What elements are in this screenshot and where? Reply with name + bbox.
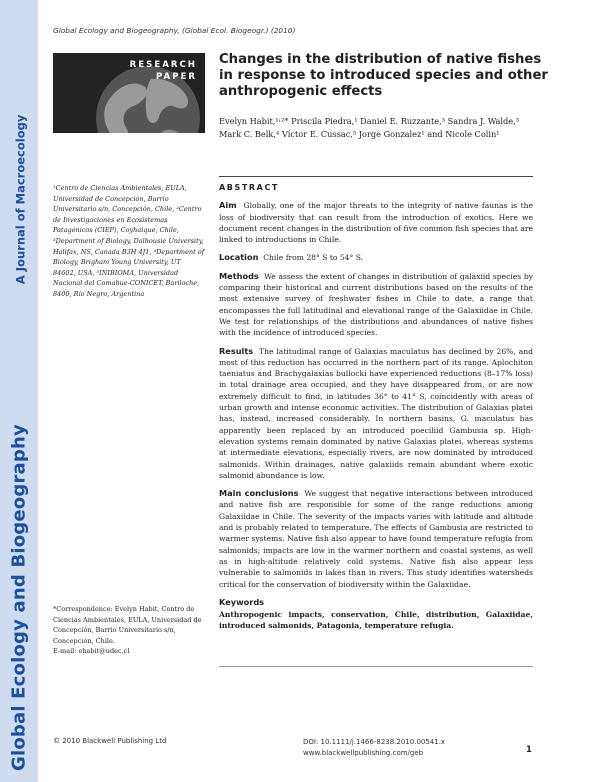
abstract-results	[219, 346, 533, 482]
abstract	[219, 182, 533, 632]
section-label-conclusions: Main conclusions	[219, 488, 299, 499]
journal-url[interactable]: www.blackwellpublishing.com/geb	[303, 748, 424, 757]
section-label-aim: Aim	[219, 200, 237, 211]
spine-text	[9, 11, 30, 771]
section-text-aim: Globally, one of the major threats to the integrity of native faunas is the loss of biodiversity that can result from the introduction of exotics. Here we document recent changes in the distribution of five common fish species that are linked to introductions in Chile.	[219, 201, 534, 245]
article-type-banner	[53, 53, 205, 133]
abstract-heading: ABSTRACT	[219, 183, 279, 192]
section-text-location: Chile from 28° S to 54° S.	[263, 253, 364, 263]
abstract-location	[219, 252, 533, 263]
spine-title: Global Ecology and Biogeography	[8, 424, 30, 771]
correspondence-email: E-mail: ehabit@udec.cl	[53, 647, 130, 656]
section-text-methods: We assess the extent of changes in distribution of galaxiid species by comparing their historical and current distributions based on the results of the most extensive survey of freshwater fishes in Chile to date, a range that encompasses the full latitudinal and elevational range of the Galaxiidae in Chile. We test for relationships of the distributions and abundances of native fishes with the incidence of introduced species.	[219, 271, 533, 338]
abstract-bottom-rule	[219, 666, 533, 667]
banner-line-paper: PAPER	[156, 72, 197, 82]
affiliations: ¹Centro de Ciencias Ambientales, EULA, Universidad de Concepción, Barrio Universitario s/n, Concepción, Chile, ²Centro de Investigaciones en Ecosistemas Patagónicos (CIEP), Coyhaique, Chile, ³Department of Biology, Dalhousie University, Halifax, NS, Canada B3H 4J1, ⁴Department of Biology, Brigham Young University, UT 84602, USA, ⁵INIBIOMA, Universidad Nacional del Comahue-CONICET, Bariloche, 8400, Río Negro, Argentina	[53, 184, 205, 298]
author-list	[219, 115, 549, 141]
correspondence-block	[53, 604, 205, 657]
journal-spine	[0, 0, 38, 782]
section-label-results: Results	[219, 345, 254, 356]
section-text-conclusions: We suggest that negative interactions between introduced and native fish are responsible for some of the range reductions among Galaxiidae in Chile. The severity of the impacts varies with latitude and altitude and is probably related to temperature. The effects of Gambusia are restricted to warmer systems. Native fish also appear to have found temperature refugia from salmonids; impacts are low in the warmer northern and coastal systems, as well as in high-altitude relatively cold systems. Native fish also appear less vulnerable to salmonids in lakes than in rivers. This study identifies watersheds critical for the conservation of biodiversity within the Galaxiidae.	[219, 489, 533, 589]
running-head: Global Ecology and Biogeography, (Global Ecol. Biogeogr.) (2010)	[53, 26, 296, 35]
section-label-methods: Methods	[219, 270, 259, 281]
correspondence-address: *Correspondence: Evelyn Habit, Centro de Ciencias Ambientales, EULA, Universidad de Concepción, Barrio Universitario s/n, Concepción, Chile.	[53, 605, 202, 645]
doi: DOI: 10.1111/j.1466-8238.2010.00541.x	[303, 738, 446, 746]
authors-line-2: Mark C. Belk,⁴ Víctor E. Cussac,⁵ Jorge Gonzalez¹ and Nicole Colin¹	[219, 129, 500, 139]
abstract-aim	[219, 200, 533, 245]
spine-subtitle: A Journal of Macroecology	[13, 114, 28, 285]
section-label-location: Location	[219, 252, 259, 263]
section-text-results: The latitudinal range of Galaxias maculatus has declined by 26%, and most of this reduction has occurred in the northern part of its range. Aplochiton taeniatus and Brachygalaxias bullocki have experienced reductions (8–17% loss) in total drainage area occupied, and they have disappeared from, or are now extremely difficult to find, in latitudes 36° to 41° S, coincidently with areas of urban growth and intense economic activities. The distribution of Galaxias platei has, instead, increased considerably. In northern basins, G. maculatus has apparently been replaced by an introduced poeciliid Gambusia sp. High-elevation systems remain dominated by native Galaxias platei, whereas systems at intermediate elevations, especially rivers, are now dominated by introduced salmonids. Within drainages, native galaxiids remain abundant where exotic salmonid abundance is low.	[219, 346, 534, 480]
page-number: 1	[526, 745, 532, 755]
banner-line-research: RESEARCH	[129, 60, 197, 70]
copyright: © 2010 Blackwell Publishing Ltd	[53, 737, 167, 745]
article-title: Changes in the distribution of native fishes in response to introduced species and other anthropogenic effects	[219, 52, 548, 99]
keywords: Anthropogenic impacts, conservation, Chile, distribution, Galaxiidae, introduced salmonids, Patagonia, temperature refugia.	[219, 610, 533, 631]
abstract-conclusions	[219, 488, 533, 590]
abstract-methods	[219, 271, 533, 339]
footer-doi-block	[303, 737, 445, 758]
abstract-top-rule	[219, 176, 533, 177]
banner-label	[130, 59, 197, 83]
keywords-heading: Keywords	[219, 596, 265, 607]
authors-line-1: Evelyn Habit,¹˒²* Priscila Piedra,¹ Daniel E. Ruzzante,³ Sandra J. Walde,³	[219, 116, 520, 126]
